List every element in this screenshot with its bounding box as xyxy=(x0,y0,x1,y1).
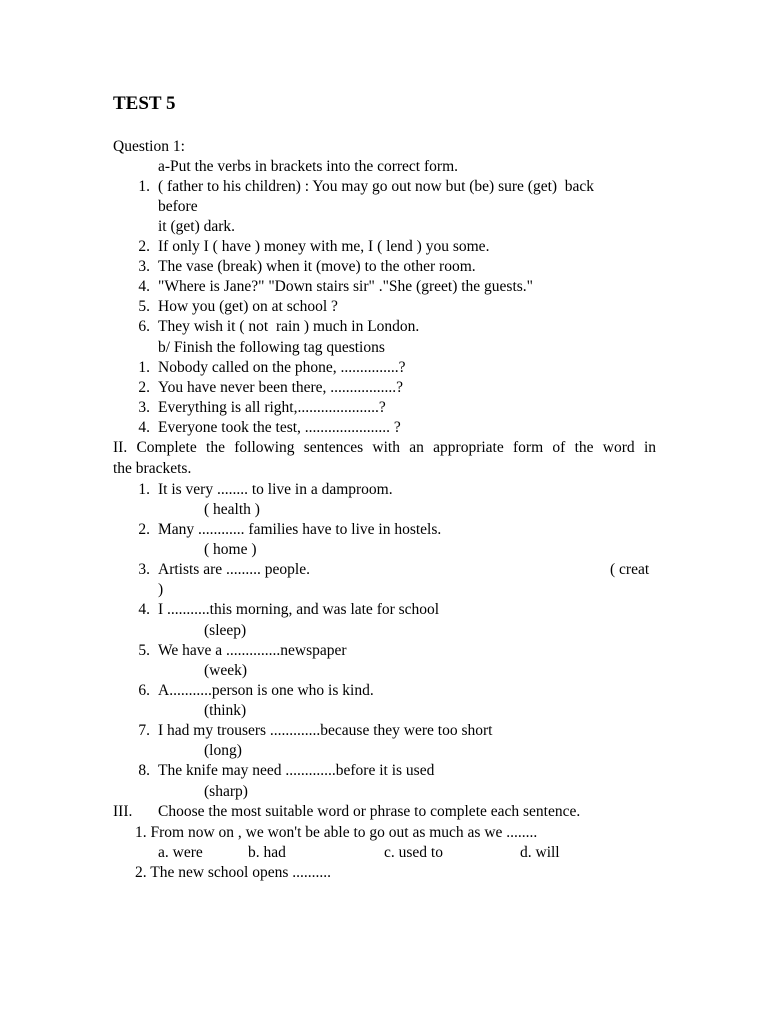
section-2-item-7-word: (long) xyxy=(204,742,242,759)
part-a-item-2: If only I ( have ) money with me, I ( lend ) you some. xyxy=(158,238,490,255)
item-number: 8. xyxy=(138,762,150,779)
option-a: a. were xyxy=(158,844,203,861)
section-2-heading-line-1: II. Complete the following sentences with an appropriate form of the word in xyxy=(113,439,656,456)
section-2-item-5-word: (week) xyxy=(204,662,248,679)
section-2-item-3: Artists are ......... people. xyxy=(158,561,310,578)
test-title: TEST 5 xyxy=(113,93,176,114)
section-3-item-2: 2. The new school opens .......... xyxy=(135,864,332,881)
part-a-item-6: They wish it ( not rain ) much in London. xyxy=(158,318,420,335)
part-a-item-4: "Where is Jane?" "Down stairs sir" ."She (greet) the guests." xyxy=(158,278,533,295)
section-2-item-8-word: (sharp) xyxy=(204,783,248,800)
part-b-item-3: Everything is all right,.....................? xyxy=(158,399,386,416)
item-number: 5. xyxy=(138,642,150,659)
item-number: 5. xyxy=(138,298,150,315)
option-d: d. will xyxy=(520,844,560,861)
section-2-item-7: I had my trousers .............because they were too short xyxy=(158,722,493,739)
item-number: 6. xyxy=(138,682,150,699)
section-2-heading-line-2: the brackets. xyxy=(113,460,192,477)
section-2-item-1: It is very ........ to live in a damproom. xyxy=(158,481,393,498)
item-number: 2. xyxy=(138,238,150,255)
question-1-heading: Question 1: xyxy=(113,138,185,155)
part-b-item-2: You have never been there, .................? xyxy=(158,379,404,396)
item-number: 3. xyxy=(138,561,150,578)
section-2-item-5: We have a ..............newspaper xyxy=(158,642,347,659)
section-2-item-3-word: ( creat xyxy=(610,561,650,578)
item-number: 4. xyxy=(138,278,150,295)
item-number: 1. xyxy=(138,359,150,376)
item-number: 7. xyxy=(138,722,150,739)
item-number: 4. xyxy=(138,419,150,436)
section-2-item-4: I ...........this morning, and was late for school xyxy=(158,601,440,618)
section-2-item-3-word-end: ) xyxy=(158,581,164,598)
section-3-label: III. xyxy=(113,803,133,820)
item-number: 3. xyxy=(138,258,150,275)
item-number: 4. xyxy=(138,601,150,618)
part-a-instruction: a-Put the verbs in brackets into the correct form. xyxy=(158,158,458,175)
section-2-item-6: A...........person is one who is kind. xyxy=(158,682,374,699)
section-2-item-2: Many ............ families have to live in hostels. xyxy=(158,521,442,538)
part-b-instruction: b/ Finish the following tag questions xyxy=(158,339,385,356)
option-c: c. used to xyxy=(384,844,443,861)
section-2-item-8: The knife may need .............before it is used xyxy=(158,762,435,779)
item-number: 6. xyxy=(138,318,150,335)
item-number: 3. xyxy=(138,399,150,416)
section-2-item-6-word: (think) xyxy=(204,702,247,719)
part-b-item-4: Everyone took the test, ...................... ? xyxy=(158,419,401,436)
part-a-item-1-line-1: ( father to his children) : You may go out now but (be) sure (get) back xyxy=(158,178,595,195)
section-2-item-4-word: (sleep) xyxy=(204,622,247,639)
item-number: 1. xyxy=(138,481,150,498)
item-number: 1. xyxy=(138,178,150,195)
section-2-item-2-word: ( home ) xyxy=(204,541,257,558)
part-a-item-3: The vase (break) when it (move) to the other room. xyxy=(158,258,476,275)
part-b-item-1: Nobody called on the phone, ...............? xyxy=(158,359,406,376)
item-number: 2. xyxy=(138,521,150,538)
option-b: b. had xyxy=(248,844,286,861)
part-a-item-5: How you (get) on at school ? xyxy=(158,298,338,315)
section-3-heading: Choose the most suitable word or phrase to complete each sentence. xyxy=(158,803,581,820)
section-2-item-1-word: ( health ) xyxy=(204,501,260,518)
part-a-item-1-line-2: before xyxy=(158,198,198,215)
section-3-item-1: 1. From now on , we won't be able to go out as much as we ........ xyxy=(135,824,538,841)
part-a-item-1-line-3: it (get) dark. xyxy=(158,218,236,235)
item-number: 2. xyxy=(138,379,150,396)
